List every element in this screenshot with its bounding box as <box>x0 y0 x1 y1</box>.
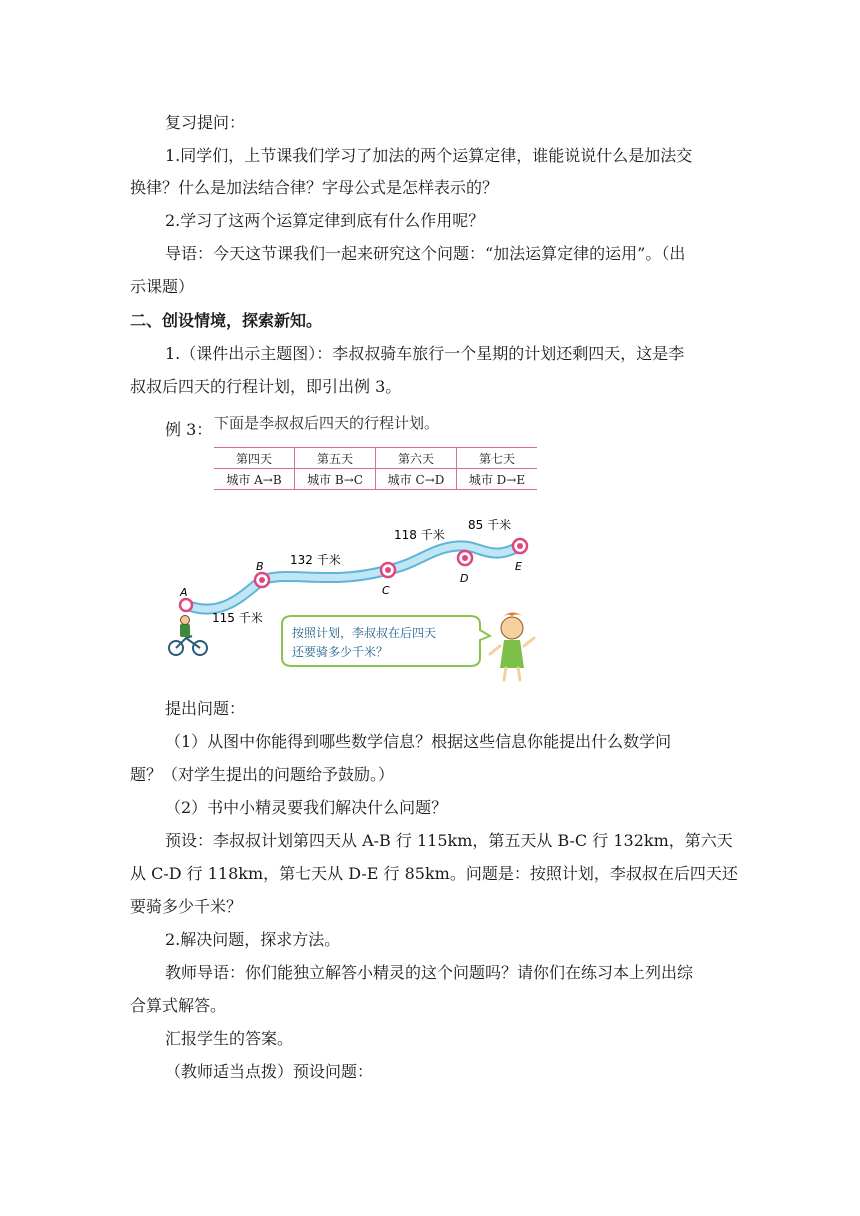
example-caption: 下面是李叔叔后四天的行程计划。 <box>214 414 440 432</box>
point-e-label: E <box>515 560 522 573</box>
sprite-character-illustration <box>490 612 534 680</box>
plan-header-cell: 第六天 <box>376 448 457 469</box>
point-c-marker <box>381 563 395 577</box>
preset-line2: 从 C-D 行 118km，第七天从 D-E 行 85km。问题是：按照计划，李叔叔在后四天还 <box>130 864 738 883</box>
plan-header-row <box>214 448 537 469</box>
plan-header-cell: 第五天 <box>295 448 376 469</box>
plan-route-cell: 城市 B→C <box>295 469 376 490</box>
cyclist-illustration <box>169 616 207 656</box>
distance-cd: 118 千米 <box>394 528 445 542</box>
questions-q2: （2）书中小精灵要我们解决什么问题？ <box>165 798 448 817</box>
point-a-marker <box>180 599 192 611</box>
distance-ab: 115 千米 <box>212 611 263 625</box>
distance-de: 85 千米 <box>468 518 512 532</box>
plan-route-cell: 城市 A→B <box>214 469 295 490</box>
solve-heading: 2.解决问题，探求方法。 <box>165 930 341 949</box>
section2-heading: 二、创设情境，探索新知。 <box>130 311 323 330</box>
point-e-marker <box>513 539 527 553</box>
bubble-text-line2: 还要骑多少千米？ <box>292 645 389 659</box>
review-q1-line1: 1.同学们，上节课我们学习了加法的两个运算定律，谁能说说什么是加法交 <box>165 146 693 165</box>
example-label: 例 3： <box>165 420 213 439</box>
point-b-label: B <box>256 560 264 573</box>
bubble-text-line1: 按照计划，李叔叔在后四天 <box>292 626 437 640</box>
questions-heading: 提出问题： <box>165 699 246 718</box>
preset-line3: 要骑多少千米？ <box>130 897 243 916</box>
distance-bc: 132 千米 <box>290 553 341 567</box>
section2-p1-line1: 1.（课件出示主题图）：李叔叔骑车旅行一个星期的计划还剩四天，这是李 <box>165 344 685 363</box>
review-q2: 2.学习了这两个运算定律到底有什么作用呢？ <box>165 211 485 230</box>
point-d-label: D <box>460 572 469 585</box>
solve-guide-line1: 教师导语：你们能独立解答小精灵的这个问题吗？请你们在练习本上列出综 <box>165 963 694 982</box>
preset-line1: 预设：李叔叔计划第四天从 A-B 行 115km，第五天从 B-C 行 132km，第六天 <box>165 831 733 850</box>
review-q1-line2: 换律？什么是加法结合律？字母公式是怎样表示的？ <box>130 178 499 197</box>
solve-guide-line2: 合算式解答。 <box>130 996 227 1015</box>
point-c-label: C <box>382 584 390 597</box>
plan-header-cell: 第四天 <box>214 448 295 469</box>
review-guide-line1: 导语：今天这节课我们一起来研究这个问题：“加法运算定律的运用”。（出 <box>165 244 686 263</box>
review-guide-line2: 示课题） <box>130 277 195 296</box>
route-map <box>160 508 560 688</box>
speech-bubble <box>282 616 490 666</box>
solve-report: 汇报学生的答案。 <box>165 1029 294 1048</box>
questions-q1-line1: （1）从图中你能得到哪些数学信息？根据这些信息你能提出什么数学问 <box>165 732 672 751</box>
plan-route-cell: 城市 C→D <box>376 469 457 490</box>
point-d-marker <box>458 551 472 565</box>
plan-route-row <box>214 469 537 490</box>
point-b-marker <box>255 573 269 587</box>
plan-header-cell: 第七天 <box>457 448 538 469</box>
section2-p1-line2: 叔叔后四天的行程计划，即引出例 3。 <box>130 377 402 396</box>
point-a-label: A <box>180 586 188 599</box>
plan-route-cell: 城市 D→E <box>457 469 538 490</box>
solve-hint: （教师适当点拨）预设问题： <box>165 1062 374 1081</box>
plan-table <box>214 447 537 490</box>
questions-q1-line2: 题？（对学生提出的问题给予鼓励。） <box>130 765 395 784</box>
review-heading: 复习提问： <box>165 113 246 132</box>
